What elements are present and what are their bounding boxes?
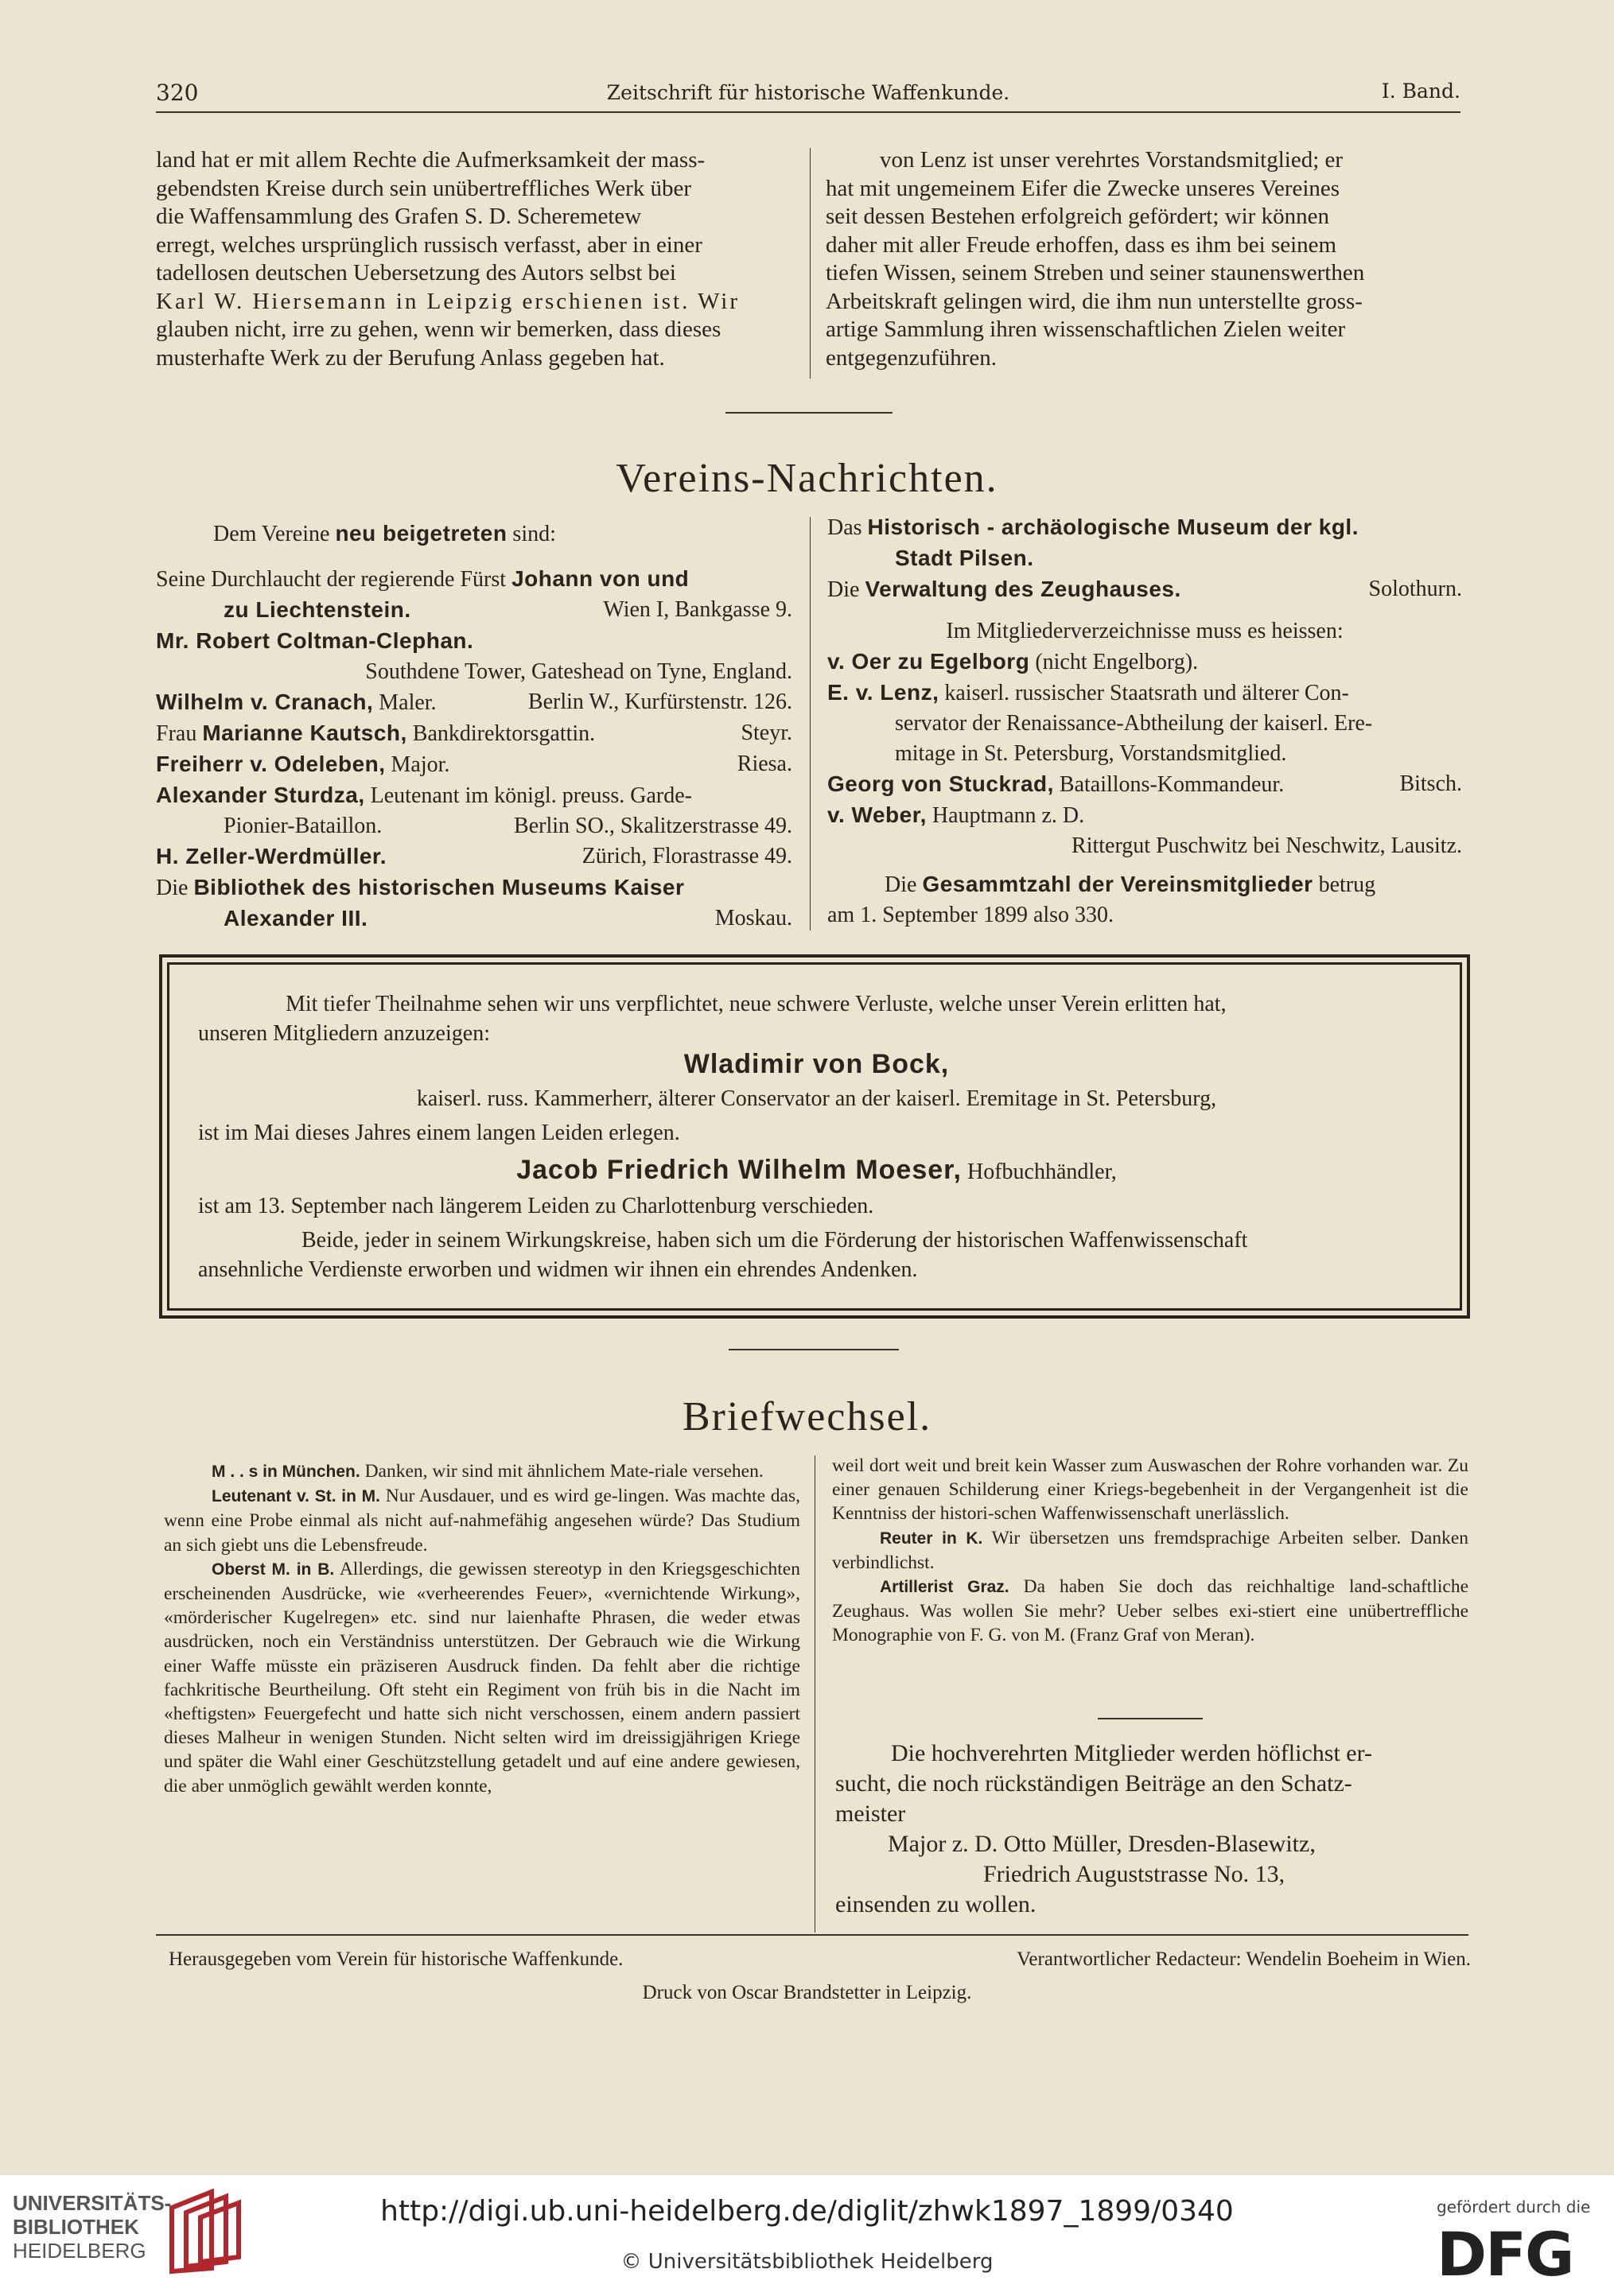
treasurer-street: Friedrich Auguststrasse No. 13, — [983, 1861, 1285, 1887]
copyright-notice: © Universitätsbibliothek Heidelberg — [620, 2250, 994, 2274]
obituary-box — [159, 954, 1470, 1319]
member-entry-line2: Alexander III. Moskau. — [224, 906, 792, 930]
funding-label: gefördert durch die — [1437, 2197, 1591, 2216]
short-separator — [1098, 1718, 1203, 1719]
letters-right-column — [832, 1454, 1468, 1648]
notice-line: meister — [835, 1801, 906, 1827]
member-entry: H. Zeller-Werdmüller. Zürich, Florastrasse 49. — [156, 844, 792, 868]
member-entry: Die Bibliothek des historischen Museums Kaiser — [156, 875, 685, 900]
member-entry: Mr. Robert Coltman-Clephan. — [156, 628, 474, 653]
member-entry: Alexander Sturdza, Leutenant im königl. preuss. Garde- — [156, 783, 692, 808]
correction-entry: v. Oer zu Egelborg (nicht Engelborg). — [827, 649, 1199, 674]
member-address: Southdene Tower, Gateshead on Tyne, England. — [365, 659, 792, 684]
correction-address: Rittergut Puschwitz bei Neschwitz, Lausitz. — [1071, 833, 1462, 858]
letter-entry: Artillerist Graz. Da haben Sie doch das reichhaltige land-schaftliche Zeughaus. Was wollen Sie mehr? Ueber selbes exi-stiert eine unübertreffliche Monographie von F. G. von M. (Franz Graf von Meran). — [832, 1576, 1469, 1646]
section-separator — [725, 412, 893, 414]
footer-rule — [156, 1934, 1468, 1936]
correction-intro: Im Mitgliederverzeichnisse muss es heissen: — [946, 619, 1344, 643]
printer-line: Druck von Oscar Brandstetter in Leipzig. — [642, 1982, 972, 2003]
running-head — [156, 80, 1460, 111]
letters-left-column — [164, 1459, 800, 1798]
correction-entry: v. Weber, Hauptmann z. D. — [827, 802, 1085, 828]
member-entry-line2: zu Liechtenstein. Wien I, Bankgasse 9. — [224, 597, 792, 622]
text-line: die Waffensammlung des Grafen S. D. Scheremetew — [156, 204, 642, 229]
section-separator — [729, 1349, 899, 1350]
column-divider — [810, 148, 811, 379]
treasurer-address: Major z. D. Otto Müller, Dresden-Blasewitz, — [888, 1831, 1316, 1857]
obituary-text — [198, 989, 1435, 1284]
text-line: tadellosen deutschen Uebersetzung des Autors selbst bei — [156, 260, 676, 286]
logo-line: BIBLIOTHEK — [13, 2215, 139, 2239]
notice-line: Die hochverehrten Mitglieder werden höflichst er- — [891, 1740, 1372, 1766]
head-rule — [156, 111, 1460, 113]
letter-entry: Leutenant v. St. in M. Nur Ausdauer, und es wird ge-lingen. Was machte das, wenn eine Probe einmal als nicht auf-nahmefähig angesehen würde? Das Studium an sich giebt uns die Lebensfreude. — [164, 1486, 801, 1556]
members-right-column — [827, 512, 1462, 930]
text-line: glauben nicht, irre zu gehen, wenn wir bemerken, dass dieses — [156, 317, 721, 342]
member-entry-line2: Stadt Pilsen. — [895, 546, 1034, 570]
text-line: hat mit ungemeinem Eifer die Zwecke unseres Vereines — [826, 175, 1340, 201]
permalink-url[interactable]: http://digi.ub.uni-heidelberg.de/diglit/zhwk1897_1899/0340 — [380, 2195, 1234, 2228]
member-entry: Seine Durchlaucht der regierende Fürst Johann von und — [156, 566, 690, 592]
correction-entry: Georg von Stuckrad, Bataillons-Kommandeur. Bitsch. — [827, 771, 1462, 797]
new-members-intro: Dem Vereine neu beigetreten sind: — [213, 521, 556, 546]
text-line: artige Sammlung ihren wissenschaftlichen Zielen weiter — [826, 317, 1346, 342]
text-line: Arbeitskraft gelingen wird, die ihm nun unterstellte gross- — [826, 288, 1363, 314]
obituary-intro: Mit tiefer Theilnahme sehen wir uns verpflichtet, neue schwere Verluste, welche unser Verein erlitten hat, — [286, 992, 1227, 1016]
member-entry: Frau Marianne Kautsch, Bankdirektorsgattin. Steyr. — [156, 721, 792, 746]
text-line: erregt, welches ursprünglich russisch verfasst, aber in einer — [156, 231, 702, 258]
member-entry: Die Verwaltung des Zeughauses. Solothurn. — [827, 577, 1462, 602]
text-line: musterhafte Werk zu der Berufung Anlass gegeben hat. — [156, 344, 665, 371]
letter-entry: Reuter in K. Wir übersetzen uns fremdsprachige Arbeiten selber. Danken verbindlichst. — [832, 1527, 1468, 1573]
obituary-closing: Beide, jeder in seinem Wirkungskreise, haben sich um die Förderung der historischen Waffenwissenschaft — [301, 1228, 1248, 1253]
logo-line: UNIVERSITÄTS- — [13, 2191, 172, 2215]
obituary-closing-cont: ansehnliche Verdienste erworben und widmen wir ihnen ein ehrendes Andenken. — [198, 1257, 918, 1282]
members-left-column — [156, 519, 792, 934]
dues-notice — [835, 1739, 1472, 1920]
editor-line: Verantwortlicher Redacteur: Wendelin Boeheim in Wien. — [1017, 1948, 1471, 1970]
text-line: tiefen Wissen, seinem Streben und seiner staunenswerthen — [826, 260, 1365, 286]
text-line: gebendsten Kreise durch sein unübertreffliches Werk über — [156, 175, 692, 201]
text-line: entgegenzuführen. — [826, 344, 997, 371]
page-number: 320 — [156, 80, 199, 106]
letter-entry: Oberst M. in B. Allerdings, die gewissen stereotyp in den Kriegsgeschichten erscheinenden Ausdrücke, wie «verheerendes Feuer», «vernichtende Wirkung», «mörderischer Kugelregen» etc. sind nur laienhafte Phrasen, die weder etwas ausdrücken, noch ein Verständniss unterstützen. Der Gebrauch wie die Wirkung einer Waffe müsste ein präziseren Ausdruck finden. Da fehlt aber die richtige fachkritische Beurtheilung. Oft steht ein Regiment von früh bis in die Nacht im «heftigsten» Feuergefecht und hatte sich nicht verschossen, einem andern passiert dieses Malheur in wenigen Stunden. Nicht selten wird im dreissigjährigen Kriege und später die Wahl einer Geschützstellung getadelt und auf eine andere gewiesen, die aber unmöglich gewählt werden konnte, — [164, 1558, 800, 1797]
column-divider — [810, 517, 811, 930]
member-total: Die Gesammtzahl der Vereinsmitglieder betrug — [885, 872, 1376, 897]
correction-continued: servator der Renaissance-Abtheilung der kaiserl. Ere- — [895, 711, 1373, 736]
text-line: seit dessen Bestehen erfolgreich gefördert; wir können — [826, 204, 1329, 229]
deceased-desc-2: Hofbuchhändler, — [966, 1160, 1117, 1184]
intro-right-column — [826, 146, 1462, 372]
text-line: von Lenz ist unser verehrtes Vorstandsmitglied; er — [880, 147, 1344, 173]
notice-line: sucht, die noch rückständigen Beiträge an den Schatz- — [835, 1770, 1352, 1797]
correction-entry: E. v. Lenz, kaiserl. russischer Staatsrath und älterer Con- — [827, 680, 1349, 705]
deceased-desc-1: kaiserl. russ. Kammerherr, älterer Conservator an der kaiserl. Eremitage in St. Petersburg, — [416, 1086, 1217, 1111]
correction-continued: mitage in St. Petersburg, Vorstandsmitglied. — [895, 741, 1287, 766]
deceased-date-1: ist im Mai dieses Jahres einem langen Leiden erlegen. — [198, 1121, 680, 1145]
deceased-date-2: ist am 13. September nach längerem Leiden zu Charlottenburg verschieden. — [198, 1194, 874, 1218]
letter-entry: M . . s in München. Danken, wir sind mit ähnlichem Mate-riale versehen. — [212, 1461, 764, 1482]
publisher-line: Herausgegeben vom Verein für historische Waffenkunde. — [169, 1948, 624, 1970]
text-line: daher mit aller Freude erhoffen, dass es ihm bei seinem — [826, 231, 1337, 258]
member-entry: Das Historisch - archäologische Museum der kgl. — [827, 515, 1359, 540]
notice-end: einsenden zu wollen. — [835, 1891, 1036, 1917]
section-title-vereins: Vereins-Nachrichten. — [616, 456, 998, 501]
text-line: land hat er mit allem Rechte die Aufmerksamkeit der mass- — [156, 147, 706, 173]
journal-title: Zeitschrift für historische Waffenkunde. — [606, 81, 1010, 104]
logo-line: HEIDELBERG — [13, 2239, 146, 2263]
member-entry: Freiherr v. Odeleben, Major. Riesa. — [156, 752, 792, 777]
volume-label: I. Band. — [1381, 80, 1460, 103]
section-title-briefwechsel: Briefwechsel. — [682, 1394, 932, 1439]
text-line: Karl W. Hiersemann in Leipzig erschienen ist. Wir — [156, 288, 740, 314]
obituary-intro-cont: unseren Mitgliedern anzuzeigen: — [198, 1021, 490, 1046]
dfg-logo[interactable]: DFG — [1437, 2219, 1573, 2290]
member-total-date: am 1. September 1899 also 330. — [827, 903, 1114, 927]
deceased-name-2: Jacob Friedrich Wilhelm Moeser, — [516, 1155, 962, 1185]
deceased-name-1: Wladimir von Bock, — [683, 1049, 950, 1079]
member-entry-line2: Pionier-Bataillon. Berlin SO., Skalitzerstrasse 49. — [224, 814, 792, 838]
intro-left-column — [156, 146, 792, 372]
member-entry: Wilhelm v. Cranach, Maler. Berlin W., Kurfürstenstr. 126. — [156, 690, 792, 715]
letter-entry: weil dort weit und breit kein Wasser zum Auswaschen der Rohre vorhanden war. Zu einer genauen Schilderung einer Kriegs-begebenheit in der Vergangenheit ist die Kenntniss der histori-schen Waffenwissenschaft unerlässlich. — [832, 1455, 1468, 1525]
